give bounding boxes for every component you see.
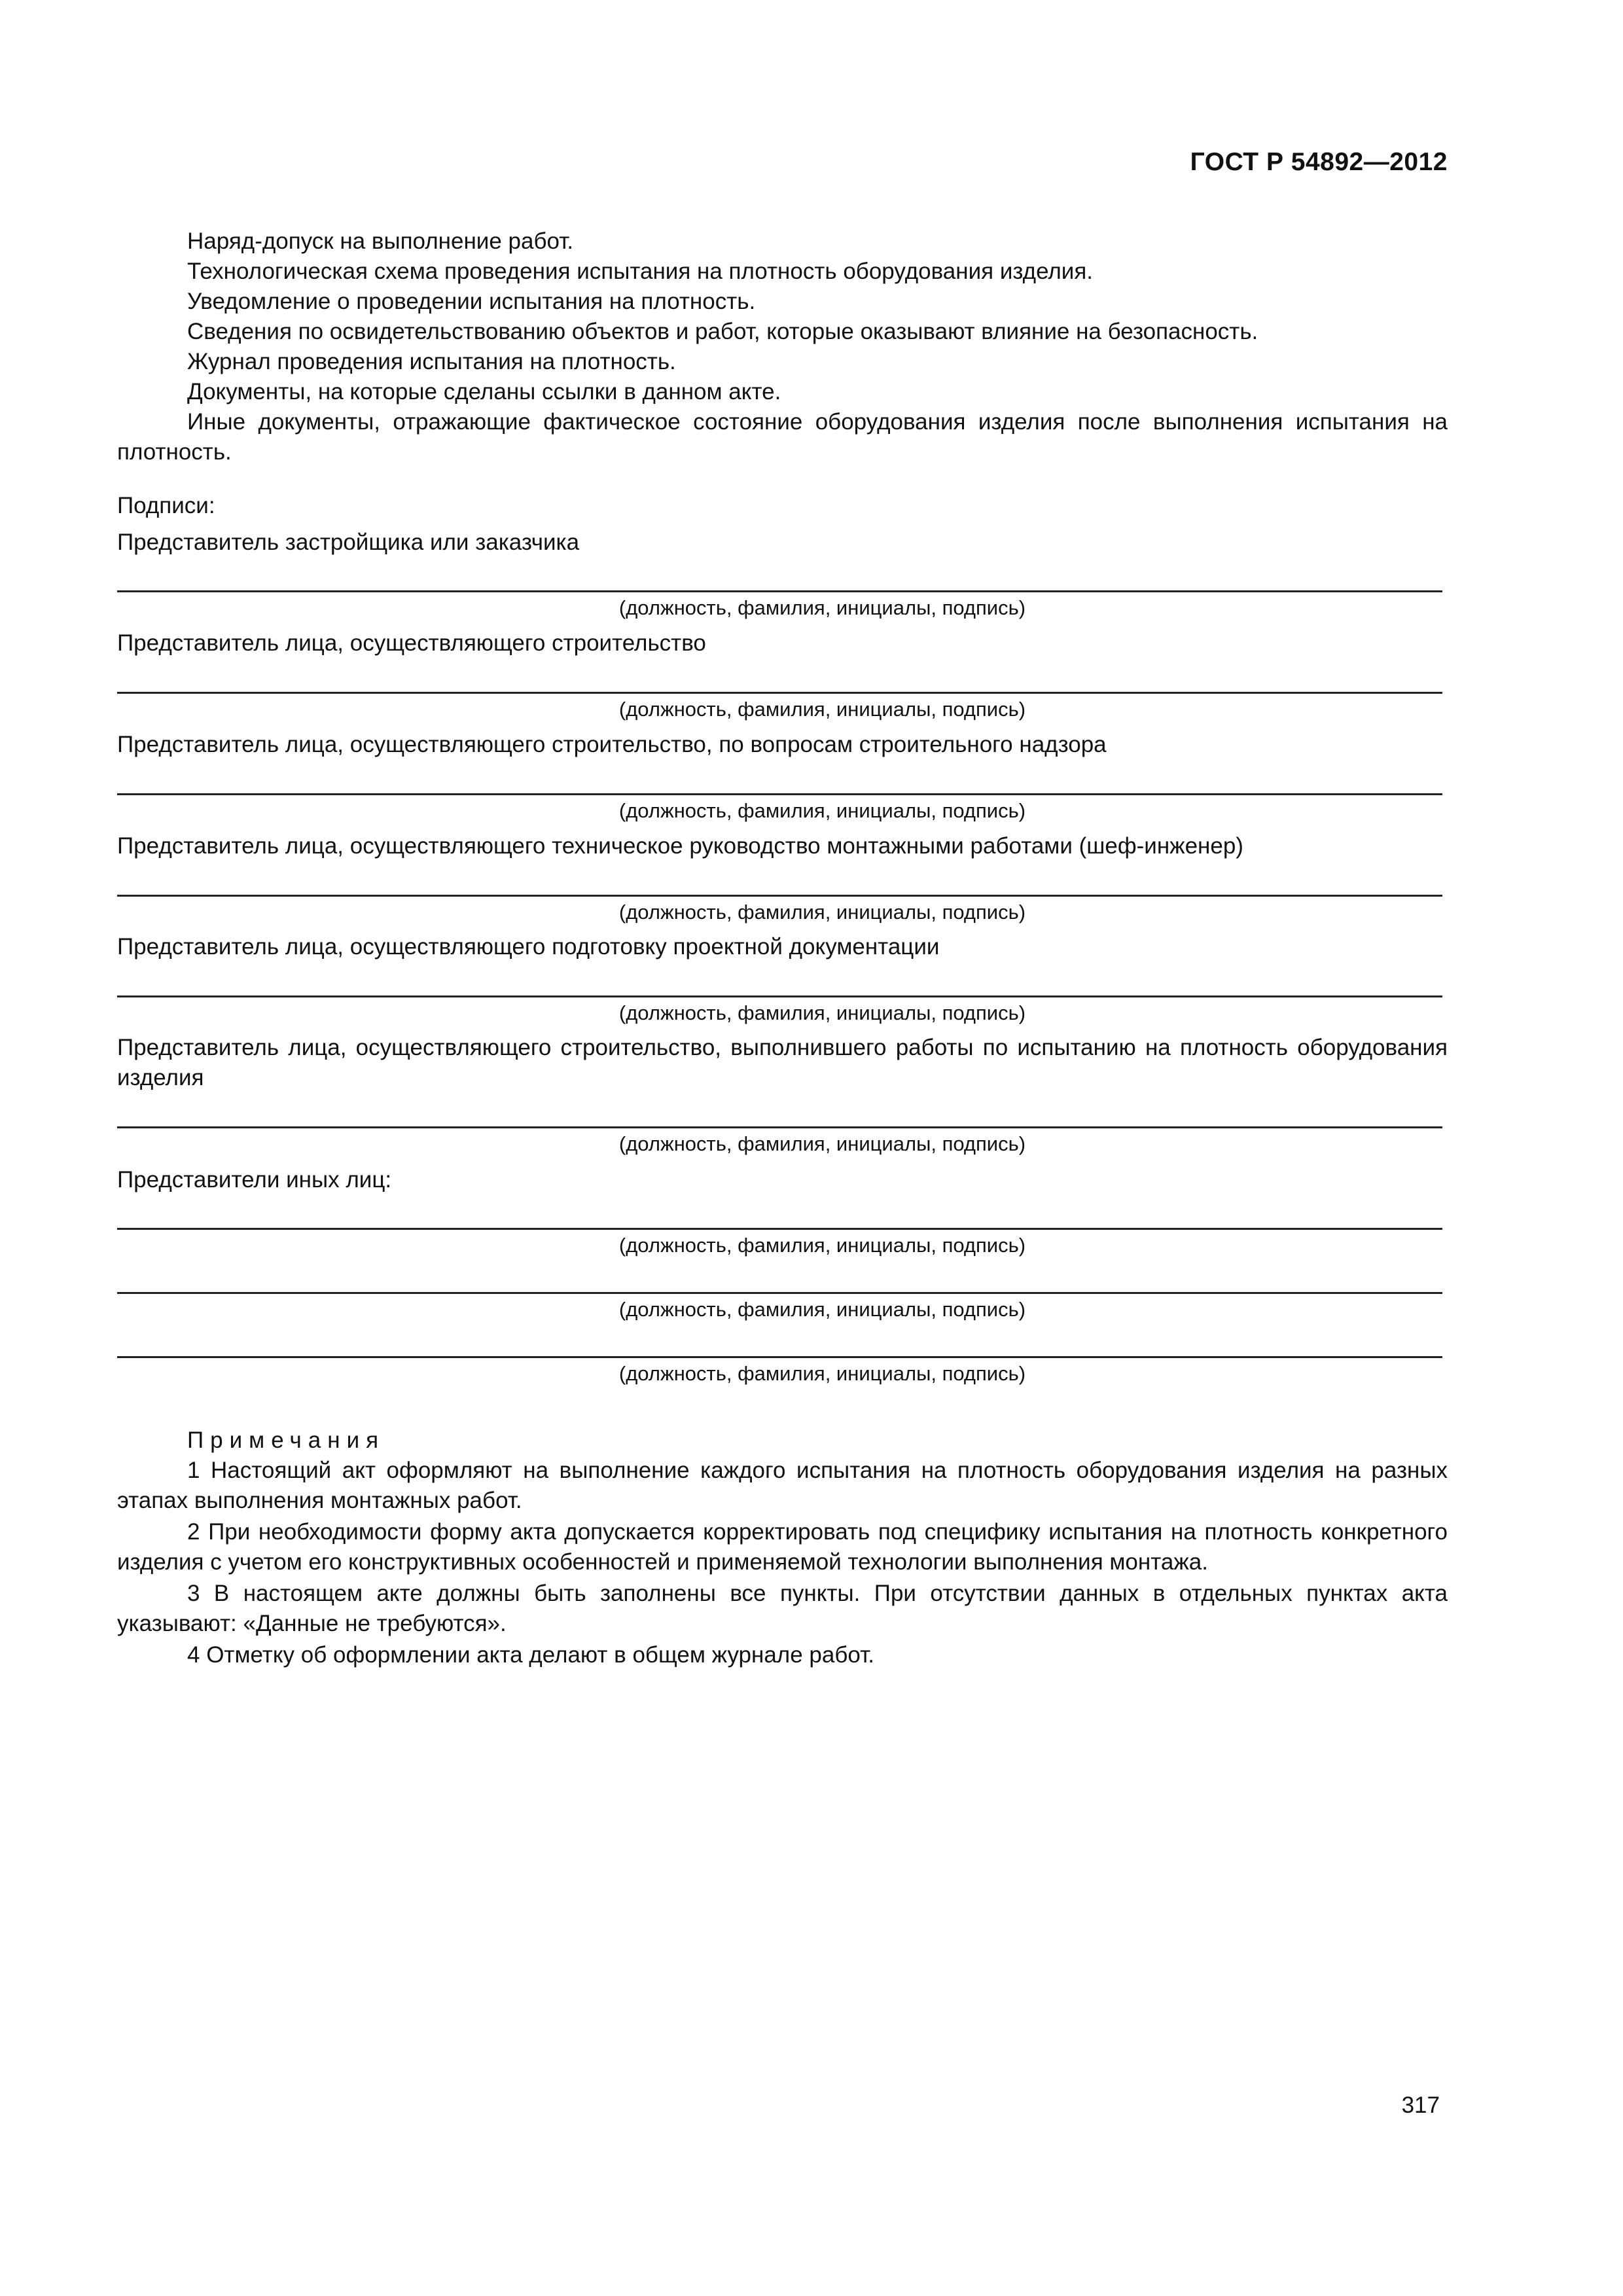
doc-list-item: Уведомление о проведении испытания на плотность. [187, 289, 756, 314]
signature-caption: (должность, фамилия, инициалы, подпись) [618, 1234, 1026, 1257]
doc-list-item: Наряд-допуск на выполнение работ. [187, 228, 574, 254]
signature-line [117, 1292, 1442, 1328]
doc-list-item: Сведения по освидетельствованию объектов и работ, которые оказывают влияние на безопасность. [187, 319, 1258, 344]
doc-list-item: Иные документы, отражающие фактическое состояние оборудования изделия после выполнения испытания на плотность. [117, 409, 1448, 465]
signature-caption: (должность, фамилия, инициалы, подпись) [618, 799, 1026, 822]
signature-caption: (должность, фамилия, инициалы, подпись) [618, 698, 1026, 721]
signature-caption: (должность, фамилия, инициалы, подпись) [618, 1298, 1026, 1321]
signature-line [117, 996, 1442, 1031]
signature-line [117, 590, 1442, 626]
signature-caption: (должность, фамилия, инициалы, подпись) [618, 596, 1026, 619]
signature-line [117, 692, 1442, 728]
signature-line [117, 1126, 1442, 1162]
doc-list-item: Документы, на которые сделаны ссылки в данном акте. [187, 379, 781, 404]
signature-line [117, 793, 1442, 829]
signatures-heading: Подписи: [117, 493, 215, 518]
representative-label: Представители иных лиц: [117, 1167, 392, 1193]
representative-label: Представитель лица, осуществляющего строительство [117, 630, 706, 656]
page-number: 317 [1401, 2092, 1440, 2118]
signature-caption: (должность, фамилия, инициалы, подпись) [618, 901, 1026, 924]
signature-caption: (должность, фамилия, инициалы, подпись) [618, 1001, 1026, 1024]
note-item: 3 В настоящем акте должны быть заполнены все пункты. При отсутствии данных в отдельных пунктах акта указывают: «Данные не требуются». [117, 1581, 1448, 1636]
note-item: 4 Отметку об оформлении акта делают в общем журнале работ. [187, 1642, 874, 1668]
signature-caption: (должность, фамилия, инициалы, подпись) [618, 1132, 1026, 1155]
note-item: 2 При необходимости форму акта допускается корректировать под специфику испытания на плотность конкретного изделия с учетом его конструктивных особенностей и применяемой технологии выполнения монтажа. [117, 1519, 1448, 1575]
signature-line [117, 1356, 1442, 1392]
representative-label: Представитель застройщика или заказчика [117, 529, 580, 555]
signature-line [117, 1228, 1442, 1264]
representative-label: Представитель лица, осуществляющего строительство, по вопросам строительного надзора [117, 732, 1107, 757]
signature-caption: (должность, фамилия, инициалы, подпись) [618, 1362, 1026, 1385]
standard-code: ГОСТ Р 54892—2012 [1190, 148, 1448, 176]
representative-label: Представитель лица, осуществляющего строительство, выполнившего работы по испытанию на плотность оборудования изделия [117, 1035, 1448, 1090]
doc-list-item: Технологическая схема проведения испытания на плотность оборудования изделия. [187, 259, 1094, 284]
note-item: 1 Настоящий акт оформляют на выполнение каждого испытания на плотность оборудования изделия на разных этапах выполнения монтажных работ. [117, 1458, 1448, 1513]
representative-label: Представитель лица, осуществляющего техническое руководство монтажными работами (шеф-инженер) [117, 833, 1243, 859]
notes-title: Примечания [187, 1427, 385, 1453]
doc-list-item: Журнал проведения испытания на плотность. [187, 349, 676, 374]
signature-line [117, 895, 1442, 931]
representative-label: Представитель лица, осуществляющего подготовку проектной документации [117, 934, 940, 960]
